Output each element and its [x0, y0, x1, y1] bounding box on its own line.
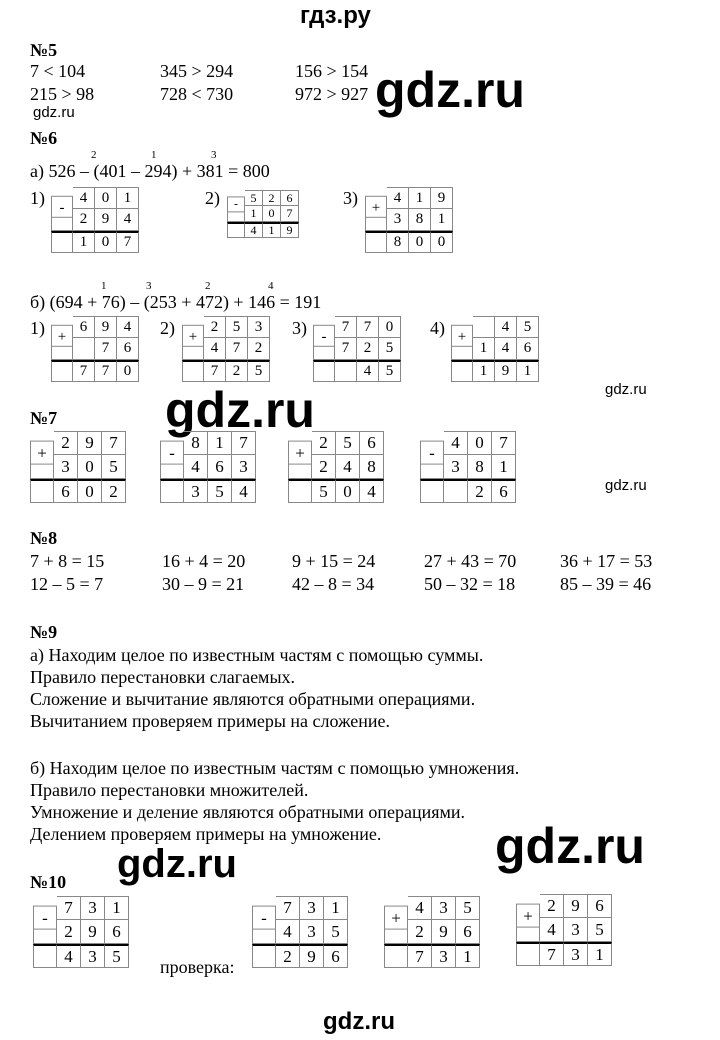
- step-label: 4): [430, 318, 445, 338]
- digit-cell: 6: [456, 920, 480, 944]
- digit-cell: 4: [184, 455, 208, 479]
- operator-cell: [420, 479, 444, 503]
- watermark: gdz.ru: [495, 818, 645, 874]
- digit-cell: 3: [432, 896, 456, 920]
- calc-row: [313, 360, 401, 382]
- digit-cell: 6: [492, 479, 516, 503]
- digit-cell: 1: [324, 896, 348, 920]
- column-calc: [160, 431, 256, 503]
- digit-cell: 2: [276, 944, 300, 968]
- digit-cell: [473, 316, 495, 338]
- operator-cell: +: [365, 196, 387, 218]
- operator-cell: [384, 944, 408, 968]
- digit-cell: 0: [379, 316, 401, 338]
- column-calc: [182, 316, 270, 382]
- digit-cell: 5: [208, 479, 232, 503]
- calc-row: [182, 316, 270, 345]
- text-line: Правило перестановки множителей.: [30, 780, 309, 800]
- operator-cell: -: [313, 325, 335, 347]
- digit-cell: 7: [204, 360, 226, 382]
- order-number: 1: [151, 149, 157, 161]
- digit-cell: 4: [360, 479, 384, 503]
- expression-a: а) 526 – (401 – 294) + 381 = 800: [30, 161, 270, 181]
- calc-row: [30, 479, 126, 503]
- digit-cell: 0: [95, 231, 117, 253]
- equation: 27 + 43 = 70: [424, 551, 517, 571]
- watermark: gdz.ru: [33, 104, 75, 121]
- calc-row: [33, 896, 129, 928]
- calc-row: [227, 222, 299, 238]
- digit-cell: 8: [360, 455, 384, 479]
- digit-cell: 6: [105, 920, 129, 944]
- digit-cell: 4: [276, 920, 300, 944]
- digit-cell: 4: [357, 360, 379, 382]
- operator-cell: [182, 360, 204, 382]
- order-number: 3: [211, 149, 217, 161]
- digit-cell: 0: [78, 479, 102, 503]
- order-number: 1: [101, 280, 107, 292]
- digit-cell: 0: [468, 431, 492, 455]
- digit-cell: 8: [409, 209, 431, 231]
- digit-cell: 7: [335, 316, 357, 338]
- site-header: гдз.ру: [300, 2, 371, 29]
- digit-cell: 7: [540, 942, 564, 966]
- digit-cell: 0: [409, 231, 431, 253]
- digit-cell: 5: [456, 896, 480, 920]
- operator-cell: +: [516, 904, 540, 928]
- digit-cell: 4: [245, 222, 263, 238]
- column-calc: [33, 896, 129, 968]
- digit-cell: 5: [248, 360, 270, 382]
- digit-cell: 1: [473, 360, 495, 382]
- digit-cell: 3: [300, 920, 324, 944]
- operator-cell: -: [227, 196, 245, 212]
- task9-title: №9: [30, 622, 58, 642]
- text-line: Вычитанием проверяем примеры на сложение.: [30, 711, 391, 731]
- digit-cell: 9: [95, 209, 117, 231]
- digit-cell: 2: [248, 338, 270, 360]
- calc-row: [288, 479, 384, 503]
- digit-cell: 4: [387, 187, 409, 209]
- watermark: gdz.ru: [117, 842, 237, 886]
- operator-cell: -: [51, 196, 73, 218]
- digit-cell: 1: [73, 231, 95, 253]
- digit-cell: 1: [588, 942, 612, 966]
- digit-cell: 3: [432, 944, 456, 968]
- equation: 85 – 39 = 46: [560, 574, 652, 594]
- digit-cell: 1: [245, 206, 263, 222]
- step-label: 2): [160, 318, 175, 338]
- digit-cell: 6: [281, 190, 299, 206]
- digit-cell: 2: [357, 338, 379, 360]
- digit-cell: 2: [54, 431, 78, 455]
- equation: 7 + 8 = 15: [30, 551, 105, 571]
- digit-cell: 3: [232, 455, 256, 479]
- task7-title: №7: [30, 408, 58, 428]
- digit-cell: 7: [73, 360, 95, 382]
- watermark: gdz.ru: [605, 477, 647, 494]
- digit-cell: [444, 479, 468, 503]
- digit-cell: 8: [184, 431, 208, 455]
- step-label: 3): [343, 188, 358, 208]
- digit-cell: 7: [226, 338, 248, 360]
- digit-cell: 1: [105, 896, 129, 920]
- expression-b: б) (694 + 76) – (253 + 472) + 146 = 191: [30, 292, 322, 312]
- digit-cell: 4: [495, 316, 517, 338]
- digit-cell: 3: [81, 896, 105, 920]
- digit-cell: 2: [57, 920, 81, 944]
- column-calc: [420, 431, 516, 503]
- text-line: Сложение и вычитание являются обратными операциями.: [30, 689, 476, 709]
- digit-cell: 7: [281, 206, 299, 222]
- text-line: б) Находим целое по известным частям с помощью умножения.: [30, 758, 520, 778]
- task10-title: №10: [30, 872, 67, 892]
- digit-cell: 1: [431, 209, 453, 231]
- calc-row: [51, 187, 139, 216]
- column-calc: [252, 896, 348, 968]
- equation: 30 – 9 = 21: [162, 574, 245, 594]
- text-line: а) Находим целое по известным частям с помощью суммы.: [30, 645, 484, 665]
- digit-cell: 6: [117, 338, 139, 360]
- digit-cell: 8: [387, 231, 409, 253]
- digit-cell: 4: [57, 944, 81, 968]
- digit-cell: 4: [408, 896, 432, 920]
- digit-cell: 9: [81, 920, 105, 944]
- equation: 12 – 5 = 7: [30, 574, 104, 594]
- digit-cell: 2: [312, 455, 336, 479]
- digit-cell: 7: [357, 316, 379, 338]
- digit-cell: 1: [409, 187, 431, 209]
- calc-row: [252, 944, 348, 968]
- step-label: 1): [30, 318, 45, 338]
- digit-cell: 2: [73, 209, 95, 231]
- equation: 9 + 15 = 24: [292, 551, 376, 571]
- digit-cell: 0: [336, 479, 360, 503]
- operator-cell: [30, 479, 54, 503]
- digit-cell: 9: [495, 360, 517, 382]
- digit-cell: 1: [492, 455, 516, 479]
- digit-cell: 5: [379, 360, 401, 382]
- digit-cell: 5: [336, 431, 360, 455]
- operator-cell: -: [33, 906, 57, 930]
- column-calc: [365, 187, 453, 253]
- digit-cell: 4: [495, 338, 517, 360]
- operator-cell: [451, 360, 473, 382]
- calc-row: [384, 896, 480, 928]
- digit-cell: 3: [184, 479, 208, 503]
- watermark: gdz.ru: [605, 381, 647, 398]
- digit-cell: 3: [248, 316, 270, 338]
- equation: 50 – 32 = 18: [424, 574, 516, 594]
- operator-cell: [227, 222, 245, 238]
- digit-cell: 3: [54, 455, 78, 479]
- text-line: Правило перестановки слагаемых.: [30, 667, 296, 687]
- calc-row: [384, 944, 480, 968]
- calc-row: [51, 231, 139, 253]
- digit-cell: 1: [263, 222, 281, 238]
- calc-row: [420, 479, 516, 503]
- digit-cell: 2: [540, 894, 564, 918]
- comparison: 7 < 104: [30, 61, 86, 81]
- digit-cell: 7: [335, 338, 357, 360]
- operator-cell: +: [451, 325, 473, 347]
- digit-cell: 9: [300, 944, 324, 968]
- calc-row: [420, 431, 516, 463]
- digit-cell: 8: [468, 455, 492, 479]
- digit-cell: 2: [226, 360, 248, 382]
- equation: 36 + 17 = 53: [560, 551, 653, 571]
- comparison: 972 > 927: [295, 84, 369, 104]
- site-footer: gdz.ru: [323, 1008, 395, 1035]
- watermark: gdz.ru: [375, 62, 525, 118]
- watermark: gdz.ru: [165, 382, 315, 438]
- comparison: 728 < 730: [160, 84, 234, 104]
- digit-cell: 5: [517, 316, 539, 338]
- digit-cell: 1: [456, 944, 480, 968]
- operator-cell: [252, 944, 276, 968]
- digit-cell: 3: [387, 209, 409, 231]
- digit-cell: 2: [408, 920, 432, 944]
- order-number: 4: [268, 280, 274, 292]
- digit-cell: 2: [468, 479, 492, 503]
- digit-cell: 7: [408, 944, 432, 968]
- digit-cell: 1: [473, 338, 495, 360]
- column-calc: [516, 894, 612, 966]
- digit-cell: 0: [117, 360, 139, 382]
- equation: 42 – 8 = 34: [292, 574, 375, 594]
- digit-cell: 0: [431, 231, 453, 253]
- order-number: 2: [205, 280, 211, 292]
- digit-cell: 3: [564, 942, 588, 966]
- digit-cell: 7: [95, 360, 117, 382]
- digit-cell: 9: [431, 187, 453, 209]
- task8-title: №8: [30, 528, 58, 548]
- digit-cell: 7: [492, 431, 516, 455]
- calc-row: [160, 479, 256, 503]
- calc-row: [51, 360, 139, 382]
- operator-cell: +: [384, 906, 408, 930]
- digit-cell: 9: [281, 222, 299, 238]
- digit-cell: 2: [204, 316, 226, 338]
- operator-cell: -: [420, 441, 444, 465]
- digit-cell: [335, 360, 357, 382]
- comparison: 345 > 294: [160, 61, 234, 81]
- digit-cell: 4: [540, 918, 564, 942]
- digit-cell: 1: [208, 431, 232, 455]
- digit-cell: 2: [102, 479, 126, 503]
- calc-row: [516, 942, 612, 966]
- calc-row: [160, 431, 256, 463]
- step-label: 2): [205, 188, 220, 208]
- digit-cell: 9: [432, 920, 456, 944]
- operator-cell: -: [252, 906, 276, 930]
- digit-cell: 7: [232, 431, 256, 455]
- column-calc: [227, 190, 299, 238]
- digit-cell: 5: [102, 455, 126, 479]
- digit-cell: 7: [95, 338, 117, 360]
- calc-row: [252, 896, 348, 928]
- digit-cell: 4: [336, 455, 360, 479]
- digit-cell: 1: [117, 187, 139, 209]
- calc-row: [227, 190, 299, 211]
- digit-cell: 6: [517, 338, 539, 360]
- text-line: Делением проверяем примеры на умножение.: [30, 824, 382, 844]
- operator-cell: [160, 479, 184, 503]
- column-calc: [30, 431, 126, 503]
- digit-cell: 7: [117, 231, 139, 253]
- calc-row: [516, 894, 612, 926]
- operator-cell: [516, 942, 540, 966]
- column-calc: [451, 316, 539, 382]
- operator-cell: [365, 231, 387, 253]
- digit-cell: 0: [78, 455, 102, 479]
- column-calc: [288, 431, 384, 503]
- digit-cell: 9: [78, 431, 102, 455]
- digit-cell: 3: [300, 896, 324, 920]
- digit-cell: 1: [517, 360, 539, 382]
- check-label: проверка:: [160, 957, 235, 977]
- digit-cell: 4: [117, 209, 139, 231]
- order-number: 3: [146, 280, 152, 292]
- task6-title: №6: [30, 128, 58, 148]
- digit-cell: 0: [95, 187, 117, 209]
- calc-row: [182, 360, 270, 382]
- digit-cell: 5: [105, 944, 129, 968]
- digit-cell: 4: [444, 431, 468, 455]
- digit-cell: 5: [324, 920, 348, 944]
- digit-cell: 7: [102, 431, 126, 455]
- operator-cell: [51, 231, 73, 253]
- digit-cell: 6: [73, 316, 95, 338]
- digit-cell: 4: [117, 316, 139, 338]
- operator-cell: -: [160, 441, 184, 465]
- operator-cell: [288, 479, 312, 503]
- calc-row: [313, 316, 401, 345]
- digit-cell: 6: [54, 479, 78, 503]
- calc-row: [288, 431, 384, 463]
- step-label: 3): [292, 318, 307, 338]
- calc-row: [365, 187, 453, 216]
- column-calc: [51, 316, 139, 382]
- operator-cell: [51, 360, 73, 382]
- comparison: 215 > 98: [30, 84, 95, 104]
- digit-cell: 4: [204, 338, 226, 360]
- calc-row: [451, 316, 539, 345]
- order-number: 2: [91, 149, 97, 161]
- column-calc: [313, 316, 401, 382]
- operator-cell: +: [51, 325, 73, 347]
- operator-cell: [313, 360, 335, 382]
- digit-cell: 6: [208, 455, 232, 479]
- digit-cell: 7: [276, 896, 300, 920]
- calc-row: [365, 231, 453, 253]
- operator-cell: +: [288, 441, 312, 465]
- digit-cell: 6: [588, 894, 612, 918]
- operator-cell: +: [182, 325, 204, 347]
- step-label: 1): [30, 188, 45, 208]
- digit-cell: 2: [263, 190, 281, 206]
- digit-cell: 2: [312, 431, 336, 455]
- operator-cell: [33, 944, 57, 968]
- digit-cell: [73, 338, 95, 360]
- digit-cell: 5: [226, 316, 248, 338]
- digit-cell: 9: [564, 894, 588, 918]
- comparison: 156 > 154: [295, 61, 369, 81]
- task5-title: №5: [30, 40, 58, 60]
- column-calc: [384, 896, 480, 968]
- digit-cell: 5: [588, 918, 612, 942]
- digit-cell: 6: [360, 431, 384, 455]
- digit-cell: 5: [245, 190, 263, 206]
- digit-cell: 5: [312, 479, 336, 503]
- digit-cell: 5: [379, 338, 401, 360]
- digit-cell: 7: [57, 896, 81, 920]
- digit-cell: 9: [95, 316, 117, 338]
- calc-row: [51, 316, 139, 345]
- equation: 16 + 4 = 20: [162, 551, 246, 571]
- calc-row: [451, 360, 539, 382]
- column-calc: [51, 187, 139, 253]
- text-line: Умножение и деление являются обратными операциями.: [30, 802, 466, 822]
- calc-row: [30, 431, 126, 463]
- digit-cell: 4: [73, 187, 95, 209]
- digit-cell: 3: [81, 944, 105, 968]
- digit-cell: 0: [263, 206, 281, 222]
- digit-cell: 3: [444, 455, 468, 479]
- digit-cell: 3: [564, 918, 588, 942]
- digit-cell: 4: [232, 479, 256, 503]
- digit-cell: 6: [324, 944, 348, 968]
- calc-row: [33, 944, 129, 968]
- operator-cell: +: [30, 441, 54, 465]
